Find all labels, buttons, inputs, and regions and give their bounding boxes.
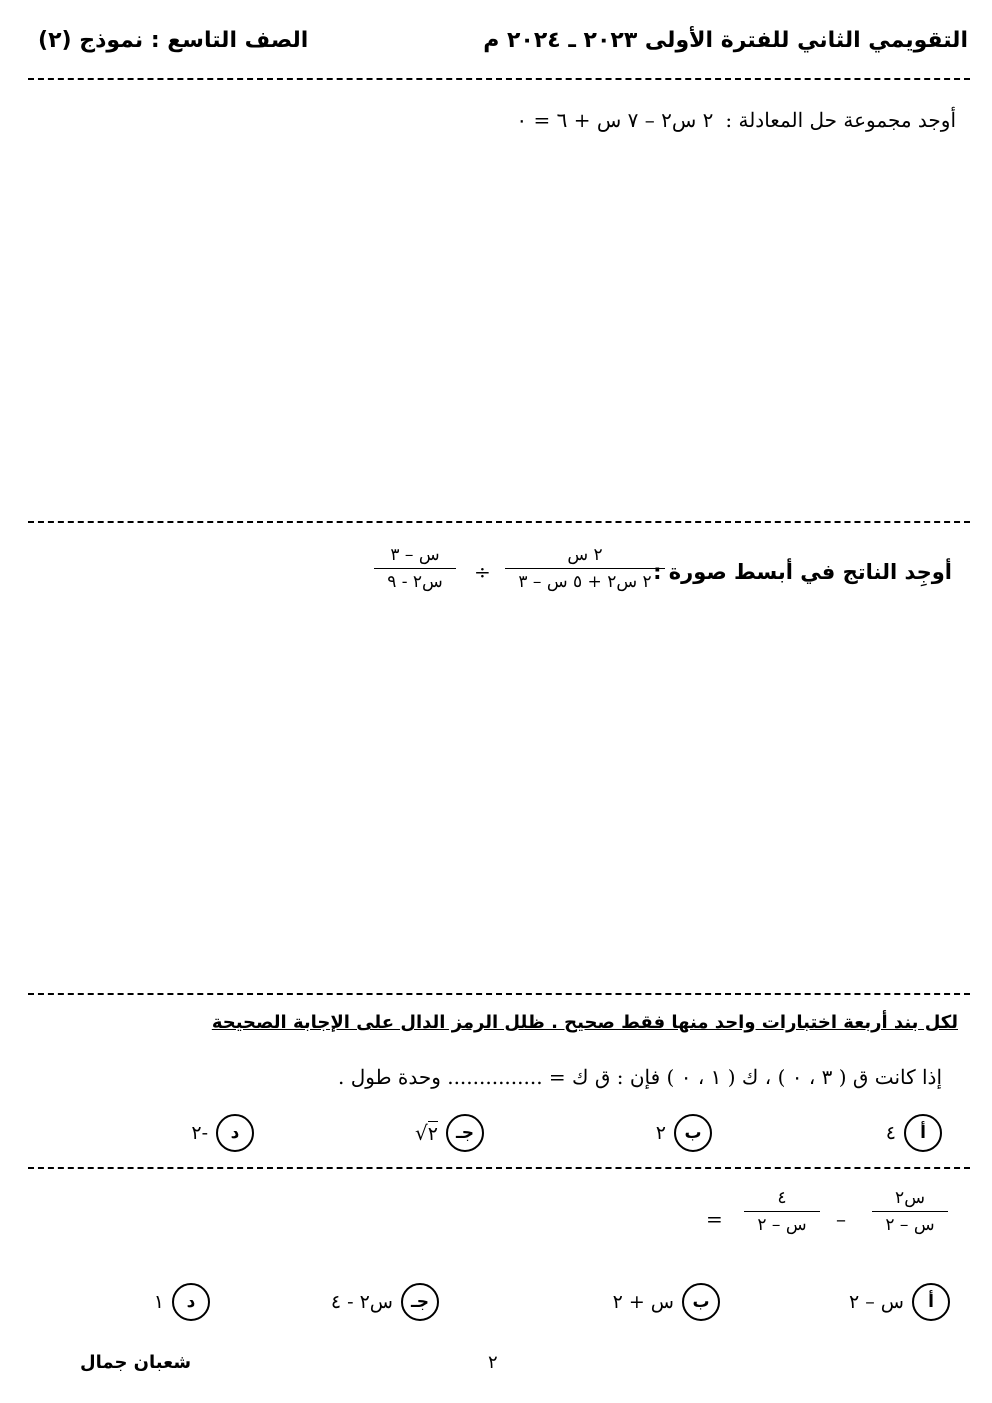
- mcq-2-fraction-2-denominator: س – ٢: [757, 1215, 807, 1235]
- mcq-2-fraction-1: [872, 1188, 948, 1235]
- mcq-2-fraction-2: [744, 1188, 820, 1235]
- question-2-fraction-1: [505, 545, 665, 592]
- divider-2: [28, 521, 970, 523]
- option-letter-d[interactable]: د: [216, 1114, 254, 1152]
- option-text: ١: [153, 1291, 164, 1313]
- option-text: س٢ - ٤: [330, 1291, 393, 1313]
- mcq-1-option-d[interactable]: [191, 1114, 254, 1152]
- division-sign: ÷: [474, 560, 491, 584]
- option-text: -٢: [191, 1122, 208, 1144]
- mcq-2-option-d[interactable]: [154, 1283, 210, 1321]
- minus-sign: –: [836, 1207, 846, 1231]
- option-letter-d[interactable]: د: [172, 1283, 210, 1321]
- divider-4: [28, 1167, 970, 1169]
- sqrt-icon: √: [415, 1121, 428, 1145]
- option-text: ٢: [427, 1123, 438, 1145]
- equals-sign: =: [706, 1207, 723, 1231]
- question-1-equation: ٢ س٢ – ٧ س + ٦ = ٠: [516, 108, 714, 132]
- author-name: شعبان جمال: [80, 1352, 192, 1373]
- mcq-1-option-a[interactable]: [886, 1114, 942, 1152]
- divider-1: [28, 78, 970, 80]
- option-letter-b[interactable]: ب: [682, 1283, 720, 1321]
- option-letter-b[interactable]: ب: [674, 1114, 712, 1152]
- option-text: ٤: [885, 1122, 896, 1144]
- fraction-2-numerator: س – ٣: [390, 545, 440, 565]
- page-number: ٢: [488, 1352, 498, 1373]
- mcq-2-option-b[interactable]: [613, 1283, 720, 1321]
- mcq-2-fraction-2-numerator: ٤: [777, 1188, 787, 1208]
- option-letter-a[interactable]: أ: [912, 1283, 950, 1321]
- divider-3: [28, 993, 970, 995]
- option-text: ٢: [655, 1122, 666, 1144]
- question-2-label: أوجِد الناتج في أبسط صورة :: [653, 560, 952, 584]
- mcq-2-option-a[interactable]: [849, 1283, 950, 1321]
- grade-model-label: الصف التاسع : نموذج (٢): [38, 28, 309, 53]
- option-letter-c[interactable]: جـ: [446, 1114, 484, 1152]
- fraction-1-denominator: ٢ س٢ + ٥ س – ٣: [518, 572, 652, 592]
- sqrt-expression: [415, 1121, 438, 1145]
- mcq-1-option-c[interactable]: [415, 1114, 484, 1152]
- fraction-2-denominator: س٢ - ٩: [387, 572, 443, 592]
- question-1-label: أوجد مجموعة حل المعادلة :: [725, 108, 956, 132]
- mcq-1-option-b[interactable]: [656, 1114, 712, 1152]
- question-2-fraction-2: [374, 545, 456, 592]
- mcq-instructions: لكل بند أربعة اختبارات واحد منها فقط صحيح . ظلل الرمز الدال على الإجابة الصحيحة: [211, 1012, 958, 1033]
- exam-title: التقويمي الثاني للفترة الأولى ٢٠٢٣ ـ ٢٠٢٤ م: [483, 28, 968, 53]
- mcq-2-fraction-1-numerator: س٢: [895, 1188, 925, 1208]
- mcq-2-option-c[interactable]: [331, 1283, 439, 1321]
- fraction-1-numerator: ٢ س: [567, 545, 603, 565]
- option-letter-c[interactable]: جـ: [401, 1283, 439, 1321]
- option-letter-a[interactable]: أ: [904, 1114, 942, 1152]
- mcq-2-fraction-1-denominator: س – ٢: [885, 1215, 935, 1235]
- mcq-1-stem: إذا كانت ق ( ٣ ، ٠ ) ، ك ( ١ ، ٠ ) فإن : ق ك = ............... وحدة طول .: [338, 1065, 942, 1089]
- option-text: س – ٢: [849, 1291, 904, 1313]
- question-1: [516, 108, 956, 132]
- option-text: س + ٢: [612, 1291, 674, 1313]
